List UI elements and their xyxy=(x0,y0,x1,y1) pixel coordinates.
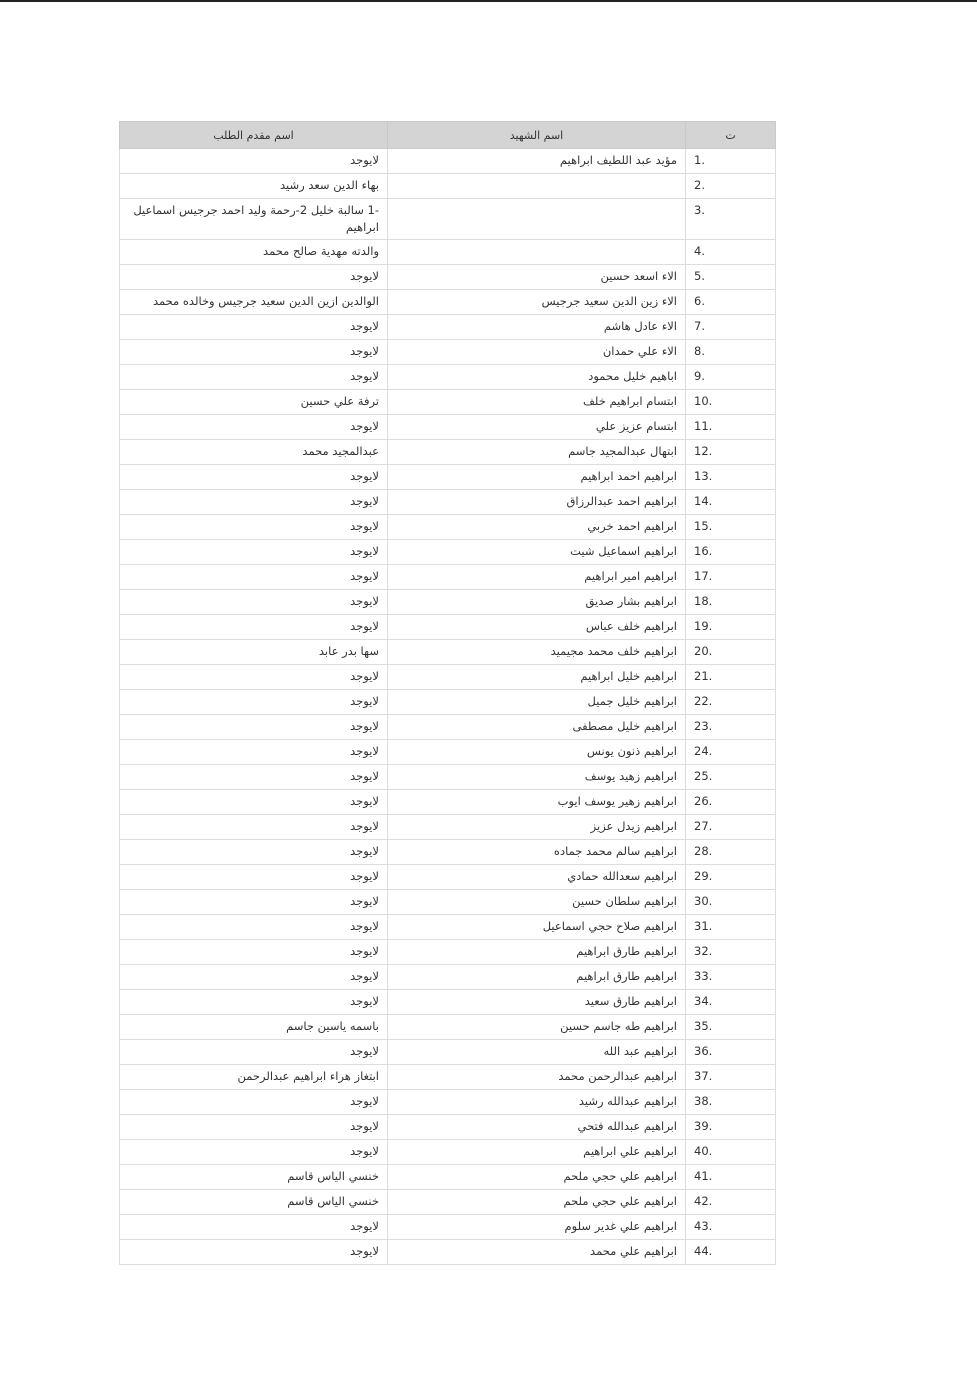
table-row xyxy=(120,1090,776,1115)
table-row xyxy=(120,1140,776,1165)
row-number: 12. xyxy=(686,440,776,465)
table-row xyxy=(120,590,776,615)
martyr-name-cell: ابراهيم عبدالرحمن محمد xyxy=(388,1065,686,1090)
row-number: 36. xyxy=(686,1040,776,1065)
martyr-name-cell: الاء علي حمدان xyxy=(388,340,686,365)
requester-name-cell: لايوجد xyxy=(120,340,388,365)
row-number: 1. xyxy=(686,149,776,174)
martyr-name-cell: ابراهيم ذنون يونس xyxy=(388,740,686,765)
requester-name-cell: لايوجد xyxy=(120,515,388,540)
martyr-name-cell: ابراهيم صلاح حجي اسماعيل xyxy=(388,915,686,940)
requester-name-cell: لايوجد xyxy=(120,1115,388,1140)
requester-name-cell: لايوجد xyxy=(120,940,388,965)
table-row xyxy=(120,1115,776,1140)
martyr-name-cell: ابراهيم طه جاسم حسين xyxy=(388,1015,686,1040)
table-row xyxy=(120,174,776,199)
row-number: 5. xyxy=(686,265,776,290)
requester-name-cell: لايوجد xyxy=(120,1140,388,1165)
requester-name-cell: لايوجد xyxy=(120,415,388,440)
row-number: 44. xyxy=(686,1240,776,1265)
table-row xyxy=(120,1015,776,1040)
row-number: 14. xyxy=(686,490,776,515)
martyr-name-cell: ابراهيم خلف عباس xyxy=(388,615,686,640)
row-number: 35. xyxy=(686,1015,776,1040)
table-row xyxy=(120,915,776,940)
martyr-name-cell: الاء عادل هاشم xyxy=(388,315,686,340)
row-number: 28. xyxy=(686,840,776,865)
table-row xyxy=(120,765,776,790)
martyr-name-cell: ابراهيم زيدل عزيز xyxy=(388,815,686,840)
table-row xyxy=(120,265,776,290)
requester-name-cell: لايوجد xyxy=(120,965,388,990)
row-number: 41. xyxy=(686,1165,776,1190)
martyr-name-cell: ابتسام ابراهيم خلف xyxy=(388,390,686,415)
requester-name-cell: لايوجد xyxy=(120,465,388,490)
martyr-name-cell: ابراهيم عبد الله xyxy=(388,1040,686,1065)
martyr-name-cell: ابراهيم زهيد يوسف xyxy=(388,765,686,790)
table-row xyxy=(120,240,776,265)
requester-name-cell: لايوجد xyxy=(120,815,388,840)
requester-name-cell: لايوجد xyxy=(120,1040,388,1065)
martyr-name-cell: ابراهيم علي غدير سلوم xyxy=(388,1215,686,1240)
table-row xyxy=(120,390,776,415)
table-row xyxy=(120,365,776,390)
martyr-name-cell: ابراهيم خلف محمد مجيميد xyxy=(388,640,686,665)
table-row xyxy=(120,149,776,174)
requester-name-cell: لايوجد xyxy=(120,865,388,890)
row-number: 8. xyxy=(686,340,776,365)
requester-name-cell: لايوجد xyxy=(120,690,388,715)
martyr-name-cell: ابتهال عبدالمجيد جاسم xyxy=(388,440,686,465)
table-row xyxy=(120,890,776,915)
martyr-name-cell: ابراهيم احمد خربي xyxy=(388,515,686,540)
requester-name-cell: لايوجد xyxy=(120,565,388,590)
table-row xyxy=(120,540,776,565)
row-number: 34. xyxy=(686,990,776,1015)
requester-name-cell: الوالدين ازين الدين سعيد جرجيس وخالده محمد xyxy=(120,290,388,315)
table-row xyxy=(120,290,776,315)
requester-name-cell: لايوجد xyxy=(120,540,388,565)
requester-name-cell: خنسي الياس قاسم xyxy=(120,1165,388,1190)
requester-name-cell: لايوجد xyxy=(120,365,388,390)
row-number: 24. xyxy=(686,740,776,765)
martyr-name-cell: اباهيم خليل محمود xyxy=(388,365,686,390)
header-requester-name: اسم مقدم الطلب xyxy=(120,122,388,149)
row-number: 17. xyxy=(686,565,776,590)
row-number: 42. xyxy=(686,1190,776,1215)
table-row xyxy=(120,1065,776,1090)
martyr-name-cell: ابتسام عزيز علي xyxy=(388,415,686,440)
row-number: 13. xyxy=(686,465,776,490)
martyr-name-cell: الاء زين الدين سعيد جرجيس xyxy=(388,290,686,315)
row-number: 7. xyxy=(686,315,776,340)
table-row xyxy=(120,690,776,715)
table-row xyxy=(120,415,776,440)
martyr-name-cell: ابراهيم طارق ابراهيم xyxy=(388,965,686,990)
requester-name-cell: لايوجد xyxy=(120,1215,388,1240)
table-row xyxy=(120,790,776,815)
requester-name-cell: لايوجد xyxy=(120,715,388,740)
table-row xyxy=(120,740,776,765)
row-number: 33. xyxy=(686,965,776,990)
martyr-name-cell: ابراهيم بشار صديق xyxy=(388,590,686,615)
table-row xyxy=(120,440,776,465)
requester-name-cell: لايوجد xyxy=(120,590,388,615)
row-number: 6. xyxy=(686,290,776,315)
requester-name-cell: لايوجد xyxy=(120,990,388,1015)
table-row xyxy=(120,315,776,340)
table-row xyxy=(120,865,776,890)
row-number: 22. xyxy=(686,690,776,715)
requester-name-cell: لايوجد xyxy=(120,740,388,765)
row-number: 11. xyxy=(686,415,776,440)
requester-name-cell: لايوجد xyxy=(120,765,388,790)
row-number: 40. xyxy=(686,1140,776,1165)
table-row xyxy=(120,340,776,365)
requester-name-cell: خنسي الياس قاسم xyxy=(120,1190,388,1215)
row-number: 3. xyxy=(686,199,776,240)
row-number: 23. xyxy=(686,715,776,740)
martyr-name-cell: ابراهيم احمد ابراهيم xyxy=(388,465,686,490)
requester-name-cell: لايوجد xyxy=(120,149,388,174)
row-number: 20. xyxy=(686,640,776,665)
table-row xyxy=(120,465,776,490)
martyr-name-cell: ابراهيم سلطان حسين xyxy=(388,890,686,915)
requester-name-cell: بهاء الدين سعد رشيد xyxy=(120,174,388,199)
table-row xyxy=(120,1040,776,1065)
table-row xyxy=(120,940,776,965)
table-row xyxy=(120,665,776,690)
row-number: 38. xyxy=(686,1090,776,1115)
table-row xyxy=(120,615,776,640)
row-number: 39. xyxy=(686,1115,776,1140)
requester-name-cell: لايوجد xyxy=(120,840,388,865)
table-row xyxy=(120,840,776,865)
table-row xyxy=(120,1240,776,1265)
martyr-name-cell: ابراهيم اسماعيل شيت xyxy=(388,540,686,565)
martyr-name-cell: ابراهيم علي ابراهيم xyxy=(388,1140,686,1165)
martyr-name-cell: ابراهيم عبدالله فتحي xyxy=(388,1115,686,1140)
martyr-name-cell: ابراهيم عبدالله رشيد xyxy=(388,1090,686,1115)
row-number: 29. xyxy=(686,865,776,890)
table-header-row xyxy=(120,122,776,149)
requester-name-cell: ابتغاز هراء ابراهيم عبدالرحمن xyxy=(120,1065,388,1090)
header-number: ت xyxy=(686,122,776,149)
row-number: 25. xyxy=(686,765,776,790)
martyr-name-cell: الاء اسعد حسين xyxy=(388,265,686,290)
martyr-name-cell xyxy=(388,240,686,265)
martyr-name-cell: ابراهيم خليل ابراهيم xyxy=(388,665,686,690)
row-number: 2. xyxy=(686,174,776,199)
martyr-name-cell: ابراهيم احمد عبدالرزاق xyxy=(388,490,686,515)
martyr-name-cell: ابراهيم خليل مصطفى xyxy=(388,715,686,740)
requester-name-cell: سها بدر عابد xyxy=(120,640,388,665)
requester-name-cell: -1 سالبة خليل 2-رحمة وليد احمد جرجيس اسماعيل ابراهيم xyxy=(120,199,388,240)
row-number: 37. xyxy=(686,1065,776,1090)
martyr-name-cell: مؤيد عبد اللطيف ابراهيم xyxy=(388,149,686,174)
row-number: 15. xyxy=(686,515,776,540)
martyrs-table xyxy=(119,121,776,1265)
row-number: 43. xyxy=(686,1215,776,1240)
requester-name-cell: لايوجد xyxy=(120,665,388,690)
table-row xyxy=(120,199,776,240)
requester-name-cell: عبدالمجيد محمد xyxy=(120,440,388,465)
martyr-name-cell xyxy=(388,174,686,199)
table-row xyxy=(120,965,776,990)
row-number: 16. xyxy=(686,540,776,565)
row-number: 32. xyxy=(686,940,776,965)
table-row xyxy=(120,715,776,740)
requester-name-cell: باسمه ياسين جاسم xyxy=(120,1015,388,1040)
row-number: 4. xyxy=(686,240,776,265)
requester-name-cell: لايوجد xyxy=(120,490,388,515)
row-number: 26. xyxy=(686,790,776,815)
requester-name-cell: ترفة علي حسين xyxy=(120,390,388,415)
requester-name-cell: لايوجد xyxy=(120,265,388,290)
row-number: 18. xyxy=(686,590,776,615)
martyr-name-cell: ابراهيم زهير يوسف ايوب xyxy=(388,790,686,815)
table-row xyxy=(120,640,776,665)
requester-name-cell: لايوجد xyxy=(120,615,388,640)
requester-name-cell: لايوجد xyxy=(120,1240,388,1265)
table-row xyxy=(120,990,776,1015)
table-row xyxy=(120,1165,776,1190)
row-number: 9. xyxy=(686,365,776,390)
requester-name-cell: لايوجد xyxy=(120,915,388,940)
table-row xyxy=(120,1190,776,1215)
requester-name-cell: لايوجد xyxy=(120,1090,388,1115)
martyr-name-cell: ابراهيم سعدالله حمادي xyxy=(388,865,686,890)
row-number: 30. xyxy=(686,890,776,915)
martyr-name-cell: ابراهيم علي حجي ملحم xyxy=(388,1165,686,1190)
row-number: 19. xyxy=(686,615,776,640)
table-row xyxy=(120,565,776,590)
header-martyr-name: اسم الشهيد xyxy=(388,122,686,149)
requester-name-cell: لايوجد xyxy=(120,890,388,915)
table-row xyxy=(120,815,776,840)
martyr-name-cell: ابراهيم طارق سعيد xyxy=(388,990,686,1015)
row-number: 21. xyxy=(686,665,776,690)
table-row xyxy=(120,1215,776,1240)
table-row xyxy=(120,490,776,515)
martyr-name-cell: ابراهيم امير ابراهيم xyxy=(388,565,686,590)
requester-name-cell: والدته مهدية صالح محمد xyxy=(120,240,388,265)
martyr-name-cell: ابراهيم طارق ابراهيم xyxy=(388,940,686,965)
martyr-name-cell xyxy=(388,199,686,240)
table-row xyxy=(120,515,776,540)
martyr-name-cell: ابراهيم خليل جميل xyxy=(388,690,686,715)
martyr-name-cell: ابراهيم علي حجي ملحم xyxy=(388,1190,686,1215)
requester-name-cell: لايوجد xyxy=(120,790,388,815)
requester-name-cell: لايوجد xyxy=(120,315,388,340)
row-number: 10. xyxy=(686,390,776,415)
martyr-name-cell: ابراهيم علي محمد xyxy=(388,1240,686,1265)
martyr-name-cell: ابراهيم سالم محمد جماده xyxy=(388,840,686,865)
row-number: 31. xyxy=(686,915,776,940)
top-border-line xyxy=(0,0,977,2)
row-number: 27. xyxy=(686,815,776,840)
